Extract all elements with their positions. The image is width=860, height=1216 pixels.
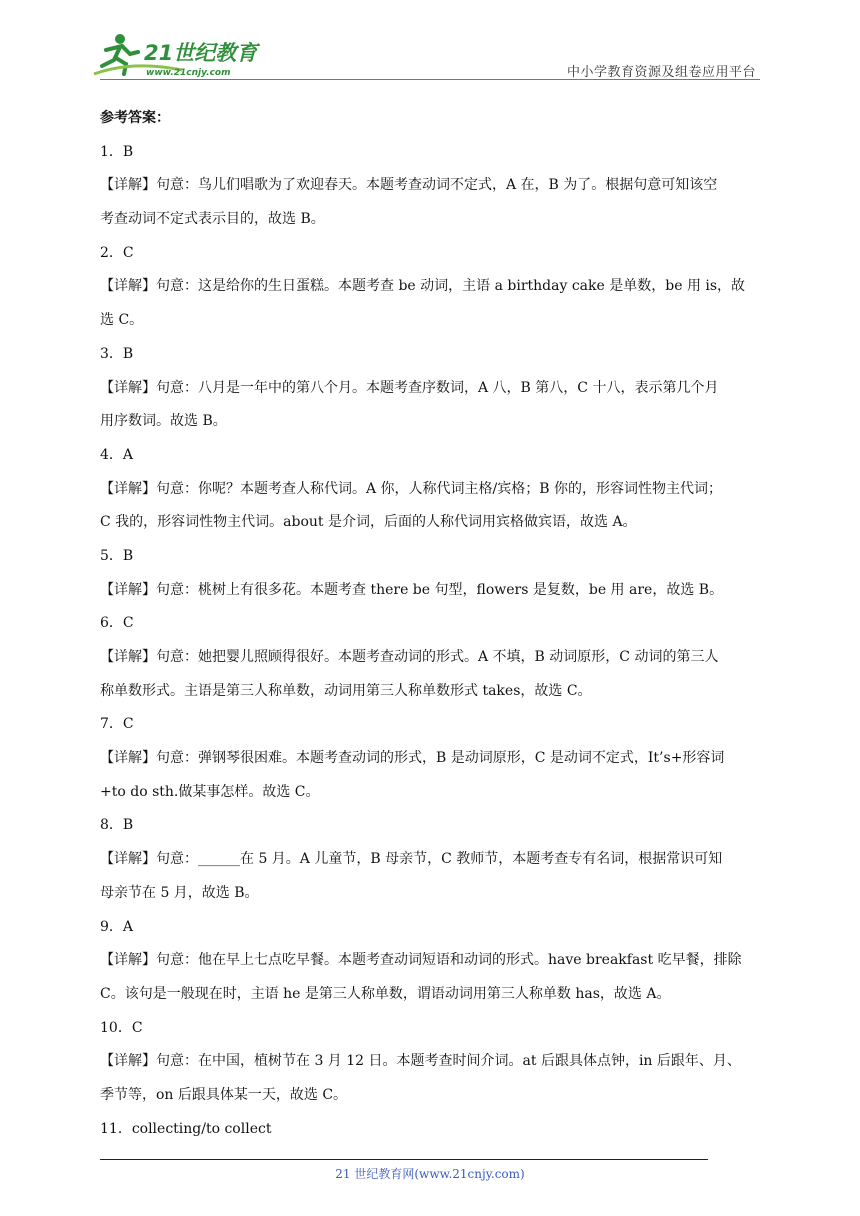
text-line: 6．C: [100, 615, 134, 632]
text-line: 【详解】句意：鸟儿们唱歌为了欢迎春天。本题考查动词不定式，A 在，B 为了。根据句意可知该空: [100, 177, 718, 194]
text-line: 【详解】句意：她把婴儿照顾得很好。本题考查动词的形式。A 不填，B 动词原形，C 动词的第三人: [100, 649, 719, 665]
text-line: 考查动词不定式表示目的，故选 B。: [100, 211, 325, 228]
text-line: C。该句是一般现在时，主语 he 是第三人称单数，谓语动词用第三人称单数 has，故选 A。: [100, 985, 671, 1002]
text-line: 【详解】句意：______在 5 月。A 儿童节，B 母亲节，C 教师节，本题考查专有名词，根据常识可知: [100, 851, 723, 868]
site-logo[interactable]: [92, 30, 262, 82]
platform-title: 中小学教育资源及组卷应用平台: [566, 65, 756, 80]
text-line: 5．B: [100, 547, 134, 564]
text-line: 【详解】句意：八月是一年中的第八个月。本题考查序数词，A 八，B 第八，C 十八，表示第几个月: [100, 379, 719, 396]
footer-divider: [100, 1159, 708, 1160]
answer-content: [100, 102, 762, 1180]
text-line: 选 C。: [100, 312, 144, 329]
text-line: 10．C: [100, 1019, 143, 1036]
text-line: 【详解】句意：他在早上七点吃早餐。本题考查动词短语和动词的形式。have breakfast 吃早餐，排除: [100, 952, 742, 969]
runner-logo-icon: [92, 30, 262, 82]
header-divider: [100, 79, 760, 80]
text-line: 【详解】句意：这是给你的生日蛋糕。本题考查 be 动词，主语 a birthday cake 是单数，be 用 is，故: [100, 278, 746, 295]
text-line: 1．B: [100, 143, 134, 160]
logo-text: 21世纪教育: [144, 41, 258, 65]
text-line: 用序数词。故选 B。: [100, 413, 227, 430]
text-line: 称单数形式。主语是第三人称单数，动词用第三人称单数形式 takes，故选 C。: [100, 682, 592, 699]
text-line: C 我的，形容词性物主代词。about 是介词，后面的人称代词用宾格做宾语，故选 A。: [100, 514, 637, 531]
text-line: 母亲节在 5 月，故选 B。: [100, 884, 259, 901]
text-line: 8．B: [100, 817, 134, 834]
text-line: +to do sth.做某事怎样。故选 C。: [100, 783, 320, 800]
text-line: 季节等，on 后跟具体某一天，故选 C。: [100, 1086, 348, 1103]
text-line: 【详解】句意：你呢？本题考查人称代词。A 你，人称代词主格/宾格；B 你的，形容词性物主代词；: [100, 480, 723, 497]
text-line: 9．A: [100, 918, 134, 935]
text-line: 7．C: [100, 716, 134, 733]
text-line: 4．A: [100, 446, 134, 463]
text-line: 2．C: [100, 244, 134, 261]
text-line: 3．B: [100, 345, 134, 362]
page-header: [0, 0, 860, 90]
logo-url: www.21cnjy.com: [146, 68, 231, 78]
answers-heading: 参考答案：: [100, 110, 170, 126]
footer-link[interactable]: 21 世纪教育网(www.21cnjy.com): [335, 1167, 525, 1181]
text-line: 11．collecting/to collect: [100, 1120, 272, 1137]
text-line: 【详解】句意：弹钢琴很困难。本题考查动词的形式，B 是动词原形，C 是动词不定式，It’s+形容词: [100, 750, 725, 767]
text-line: 【详解】句意：在中国，植树节在 3 月 12 日。本题考查时间介词。at 后跟具体点钟，in 后跟年、月、: [100, 1053, 741, 1070]
text-line: 【详解】句意：桃树上有很多花。本题考查 there be 句型，flowers 是复数，be 用 are，故选 B。: [100, 581, 724, 598]
